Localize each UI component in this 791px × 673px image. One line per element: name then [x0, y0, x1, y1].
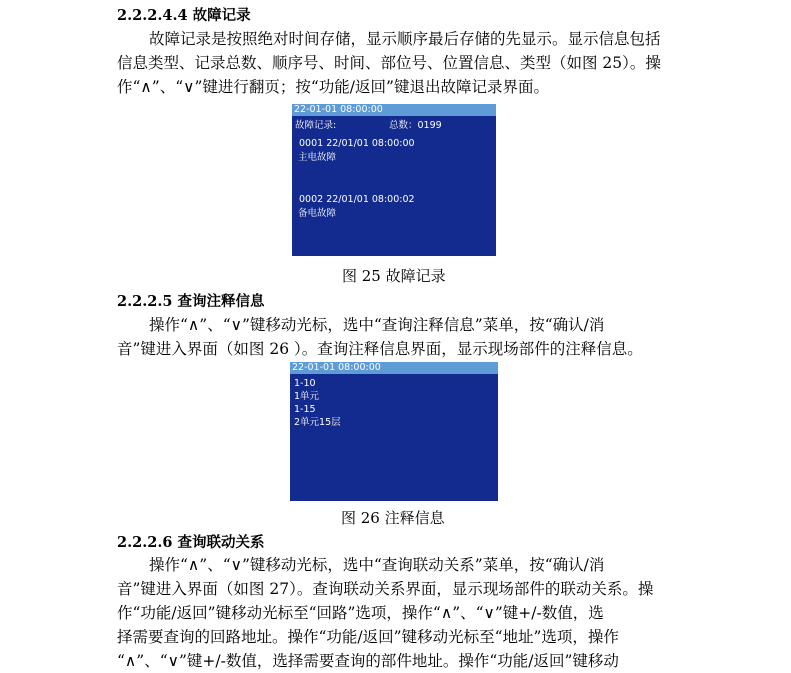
paragraph-line: 择需要查询的回路地址。操作“功能/返回”键移动光标至“地址”选项，操作 — [117, 628, 619, 646]
screen-time-bar: 22-01-01 08:00:00 — [290, 362, 498, 374]
paragraph-linkage — [117, 553, 673, 673]
paragraph-annotation — [117, 313, 673, 361]
paragraph-line: 作“功能/返回”键移动光标至“回路”选项，操作“∧”、“∨”键+/-数值，选 — [117, 604, 604, 622]
section-heading-linkage: 2.2.2.6 查询联动关系 — [117, 534, 265, 551]
paragraph-line: “∧”、“∨”键+/-数值，选择需要查询的部件地址。操作“功能/返回”键移动 — [117, 652, 619, 670]
annotation-item: 1-10 — [294, 378, 316, 389]
fault-record-entry-time: 0002 22/01/01 08:00:02 — [299, 194, 415, 205]
fault-record-total: 总数：0199 — [389, 120, 442, 131]
paragraph-line: 故障记录是按照绝对时间存储，显示顺序最后存储的先显示。显示信息包括 — [149, 30, 661, 48]
paragraph-line: 操作“∧”、“∨”键移动光标，选中“查询注释信息”菜单，按“确认/消 — [149, 316, 605, 334]
figure-caption-26: 图 26 注释信息 — [341, 509, 445, 527]
fault-record-entry-type: 主电故障 — [298, 152, 337, 163]
figure-caption-25: 图 25 故障记录 — [342, 267, 446, 285]
section-heading-fault-record: 2.2.2.4.4 故障记录 — [117, 7, 251, 24]
fault-record-entry-type: 备电故障 — [298, 208, 337, 219]
paragraph-line: 音”键进入界面（如图 27）。查询联动关系界面，显示现场部件的联动关系。操 — [117, 580, 654, 598]
paragraph-line: 操作“∧”、“∨”键移动光标，选中“查询联动关系”菜单，按“确认/消 — [149, 556, 605, 574]
fault-record-label: 故障记录: — [295, 120, 337, 131]
annotation-item: 2单元15层 — [294, 417, 341, 428]
screen-time-bar: 22-01-01 08:00:00 — [292, 104, 496, 116]
fault-record-screen — [292, 104, 496, 256]
paragraph-fault-record — [117, 27, 673, 99]
annotation-screen — [290, 362, 498, 501]
paragraph-line: 作“∧”、“∨”键进行翻页；按“功能/返回”键退出故障记录界面。 — [117, 78, 549, 96]
fault-record-entry-time: 0001 22/01/01 08:00:00 — [299, 138, 415, 149]
paragraph-line: 信息类型、记录总数、顺序号、时间、部位号、位置信息、类型（如图 25）。操 — [117, 54, 661, 72]
paragraph-line: 音”键进入界面（如图 26 ）。查询注释信息界面，显示现场部件的注释信息。 — [117, 340, 643, 358]
annotation-item: 1-15 — [294, 404, 316, 415]
annotation-item: 1单元 — [294, 391, 320, 402]
section-heading-annotation: 2.2.2.5 查询注释信息 — [117, 293, 265, 310]
